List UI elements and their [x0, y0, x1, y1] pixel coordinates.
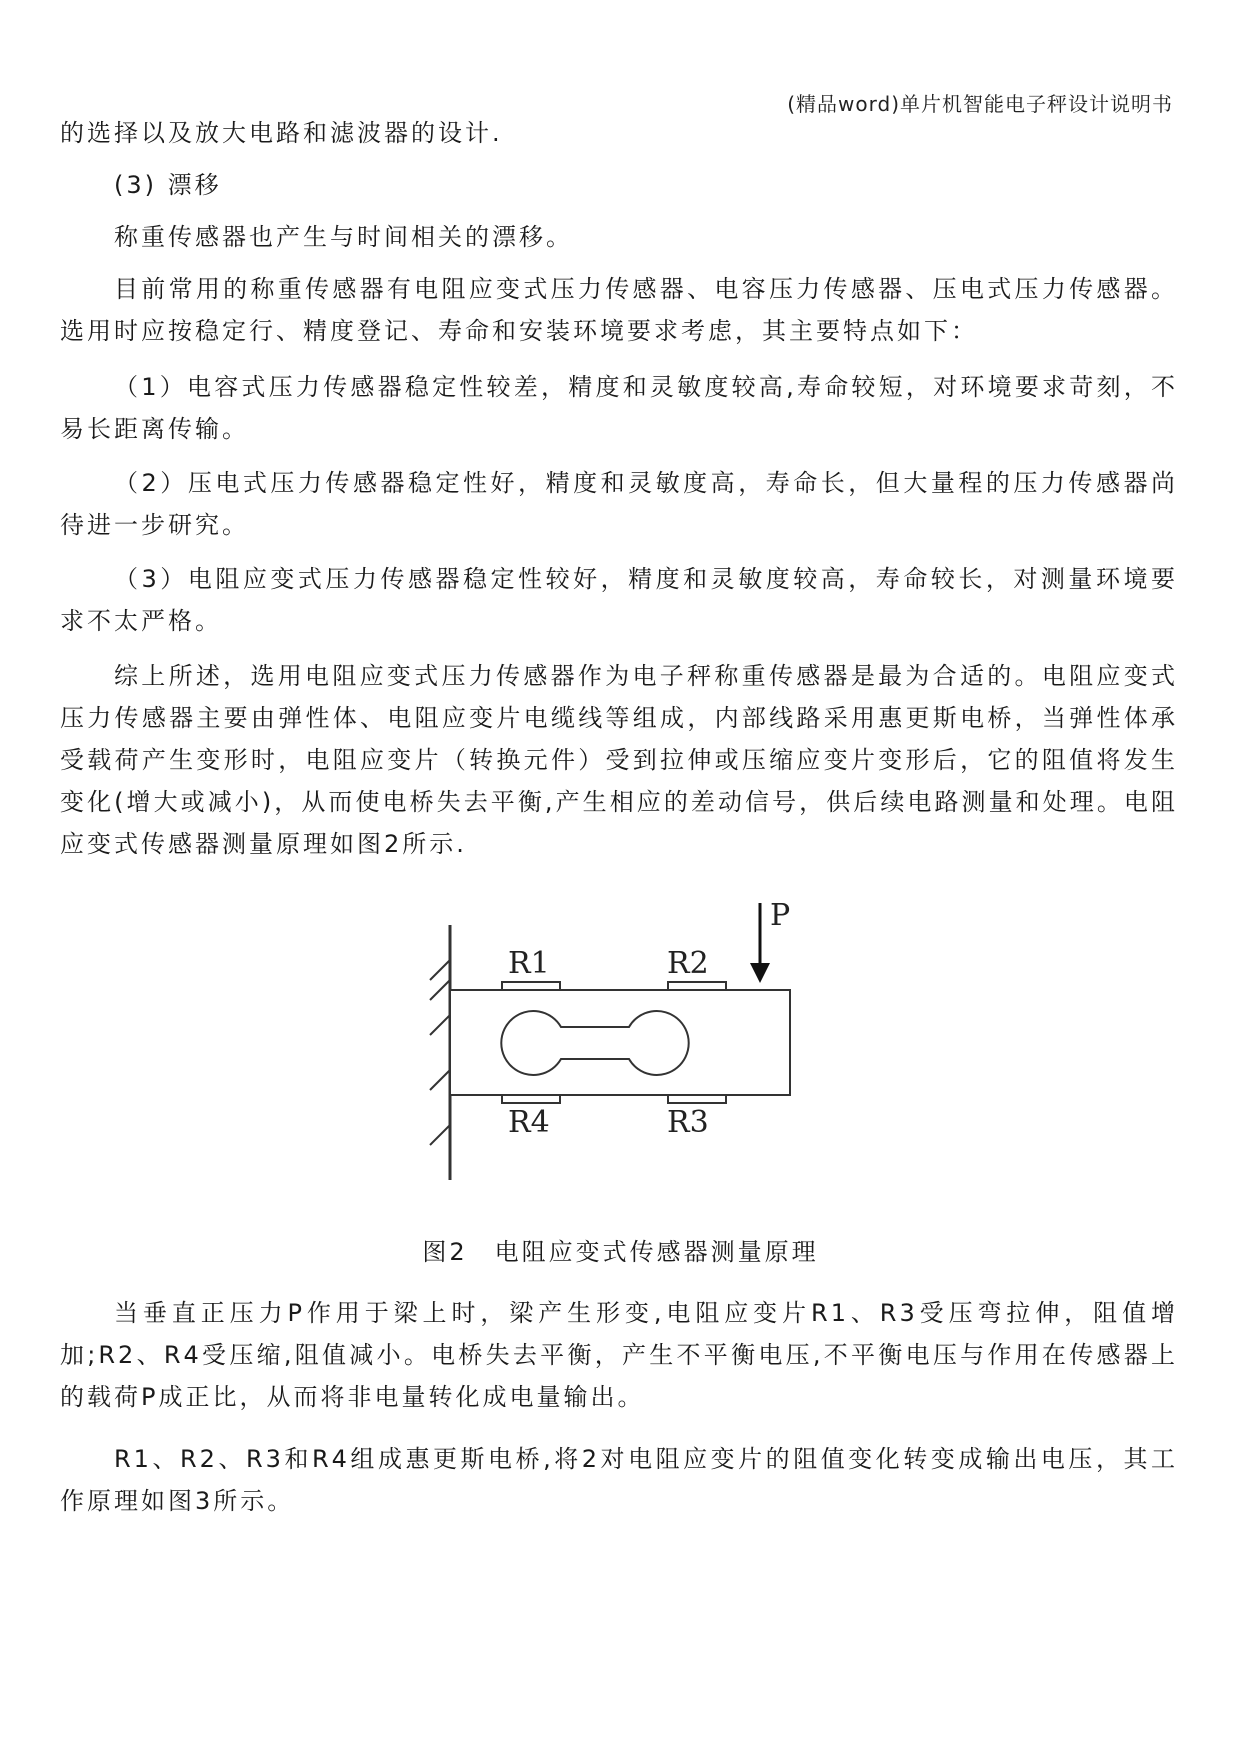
label-r4: R4 — [508, 1105, 550, 1140]
list-item-piezoelectric: （2）压电式压力传感器稳定性好，精度和灵敏度高，寿命长，但大量程的压力传感器尚待进一步研究。 — [60, 469, 1178, 539]
load-cell-figure — [420, 885, 840, 1195]
paragraph-continuation: 的选择以及放大电路和滤波器的设计. — [60, 119, 503, 147]
strain-gauge-r1 — [502, 982, 560, 990]
label-r2: R2 — [667, 946, 709, 981]
paragraph-drift: 称重传感器也产生与时间相关的漂移。 — [114, 223, 573, 251]
strain-gauge-r3 — [668, 1095, 726, 1103]
label-r3: R3 — [667, 1105, 709, 1140]
document-header: (精品word)单片机智能电子秤设计说明书 — [787, 92, 1173, 116]
load-cell-diagram — [420, 885, 840, 1195]
paragraph-summary: 综上所述，选用电阻应变式压力传感器作为电子秤称重传感器是最为合适的。电阻应变式压力传感器主要由弹性体、电阻应变片电缆线等组成，内部线路采用惠更斯电桥，当弹性体承受载荷产生变形时，电阻应变片（转换元件）受到拉伸或压缩应变片变形后，它的阻值将发生变化(增大或减小)，从而使电桥失去平衡,产生相应的差动信号，供后续电路测量和处理。电阻应变式传感器测量原理如图2所示. — [60, 662, 1178, 858]
label-force-p: P — [770, 898, 791, 933]
wall-hatching — [430, 960, 450, 1145]
strain-gauge-r4 — [502, 1095, 560, 1103]
paragraph-wheatstone-bridge: R1、R2、R3和R4组成惠更斯电桥,将2对电阻应变片的阻值变化转变成输出电压，其工作原理如图3所示。 — [60, 1445, 1178, 1515]
list-item-strain-gauge: （3）电阻应变式压力传感器稳定性较好，精度和灵敏度较高，寿命较长，对测量环境要求不太严格。 — [60, 565, 1178, 635]
label-r1: R1 — [508, 946, 550, 981]
paragraph-sensor-types: 目前常用的称重传感器有电阻应变式压力传感器、电容压力传感器、压电式压力传感器。选用时应按稳定行、精度登记、寿命和安装环境要求考虑，其主要特点如下： — [60, 275, 1178, 345]
list-item-capacitive: （1）电容式压力传感器稳定性较差，精度和灵敏度较高,寿命较短，对环境要求苛刻，不易长距离传输。 — [60, 373, 1178, 443]
section-heading-drift: (3) 漂移 — [114, 171, 222, 199]
force-arrow-head — [750, 963, 770, 983]
strain-gauge-r2 — [668, 982, 726, 990]
paragraph-force-explanation: 当垂直正压力P作用于梁上时，梁产生形变,电阻应变片R1、R3受压弯拉伸，阻值增加;R2、R4受压缩,阻值减小。电桥失去平衡，产生不平衡电压,不平衡电压与作用在传感器上的载荷P成正比，从而将非电量转化成电量输出。 — [60, 1299, 1178, 1411]
figure-caption: 图2 电阻应变式传感器测量原理 — [422, 1238, 819, 1266]
